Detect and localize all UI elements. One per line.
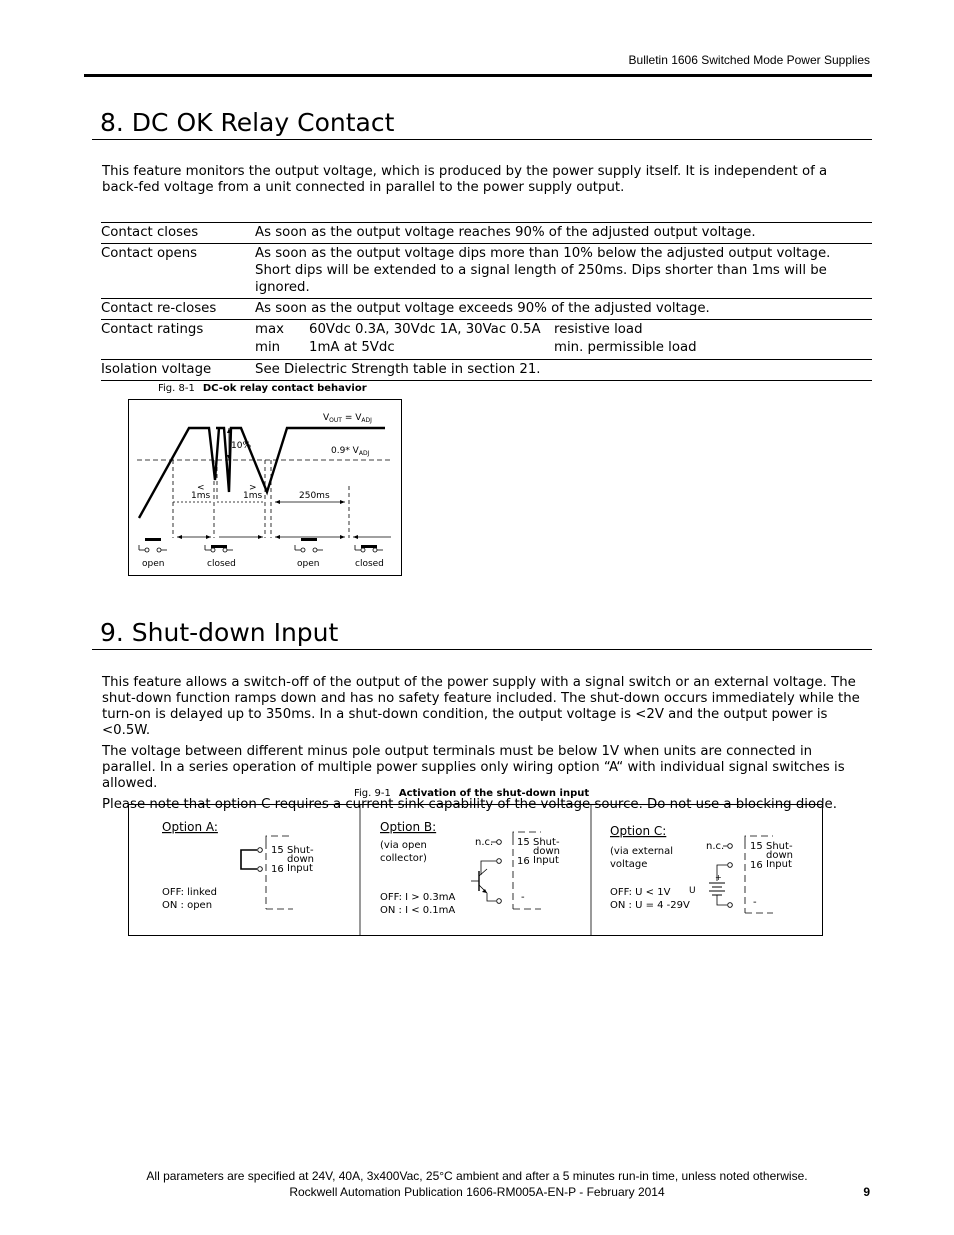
section-9-paragraph: Please note that option C requires a current sink capability of the voltage source. Do not use a blocking diode. [102,797,837,812]
terminal-16-label: 16 [271,864,284,875]
ten-percent-label: 10% [231,441,252,451]
footer-note: All parameters are specified at 24V, 40A, 3x400Vac, 25°C ambient and after a 5 minutes run-in time, unless noted otherwise. [146,1169,808,1183]
wire [717,895,727,905]
state-label: open [297,559,320,569]
row-value-line: Short dips will be extended to a signal length of 250ms. Dips shorter than 1ms will be ignored. [255,263,827,295]
arrow-left [275,535,280,539]
terminal-icon [258,867,263,872]
terminal-icon [728,863,733,868]
input-label: Input [533,855,559,866]
shut-label: Shut- [766,841,793,852]
option-c-panel [610,824,793,913]
row-label: Contact re-closes [101,301,217,316]
option-c-off: OFF: U < 1V [610,887,671,898]
minus-label: - [521,892,525,903]
row-label: Contact closes [101,225,199,240]
link-wire [241,850,257,869]
arrow-left [177,535,182,539]
shut-label: Shut- [287,845,314,856]
terminal-icon [497,859,502,864]
u-label: U [689,886,696,896]
table-row [101,320,872,360]
state-label: closed [207,559,236,569]
section-8-intro-text: This feature monitors the output voltage, which is produced by the power supply itself. It is independent of a back-fed voltage from a unit connected in parallel to the power supply output. [102,164,828,195]
wire [479,869,487,876]
section-9-rule [92,649,872,650]
threshold-label: 0.9* $V_{ADJ}$ [331,446,370,457]
shut-label: Shut- [533,837,560,848]
250ms-label: 250ms [299,491,330,501]
arrow-right [340,500,345,504]
figure-title: Activation of the shut-down input [398,788,590,799]
terminal-16-label: 16 [517,856,530,867]
terminal-icon [728,903,733,908]
switch-closed-icon [205,545,233,552]
1ms-label: 1ms [243,491,263,501]
row-value-line: As soon as the output voltage dips more than 10% below the adjusted output voltage. [255,246,831,261]
rating-max-label: max [255,322,284,337]
terminal-15-label: 15 [750,841,763,852]
rating-min-note: min. permissible load [554,340,697,355]
option-a-title: Option A: [162,820,218,834]
figure-number: Fig. 8-1 [158,383,195,394]
emitter-arrow [482,889,487,893]
dc-ok-spec-table [101,222,872,381]
lt-label: < [197,483,205,493]
option-b-off: OFF: I > 0.3mA [380,892,456,903]
row-value: As soon as the output voltage reaches 90% of the adjusted output voltage. [255,225,756,240]
terminal-icon [497,899,502,904]
option-b-title: Option B: [380,820,437,834]
nc-label: n.c. [706,841,725,852]
row-label: Contact opens [101,246,198,261]
input-label: Input [287,863,313,874]
rating-min-line [255,339,872,357]
option-c-title: Option C: [610,824,667,838]
switch-open-icon [295,538,323,552]
option-b-subtitle: collector) [380,853,427,864]
table-row [101,360,872,381]
section-9-paragraph: This feature allows a switch-off of the output of the power supply with a signal switch or an external voltage. The shut-down function ramps down and has no safety feature included. The shut-down occurs immediately while the turn-on is delayed up to 350ms. In a shut-down condition, the output voltage is <2V and the output power is <0.5W. [102,675,860,738]
table-row [101,299,872,320]
rating-max-value: 60Vdc 0.3A, 30Vdc 1A, 30Vac 0.5A [309,322,541,337]
wire [487,893,496,901]
arrow-left [275,500,280,504]
table-row [101,244,872,299]
rating-max-line [255,321,872,339]
option-b-on: ON : I < 0.1mA [380,905,456,916]
section-9-title: 9. Shut-down Input [100,618,339,647]
down-label: down [287,854,314,865]
gt-label: > [249,483,257,493]
section-8-intro [102,164,862,201]
vout-label: $V_{OUT} = V_{ADJ}$ [323,413,372,424]
option-a-off: OFF: linked [162,887,217,898]
state-label: closed [355,559,384,569]
terminal-16-label: 16 [750,860,763,871]
arrow-right [258,535,263,539]
1ms-label: 1ms [191,491,211,501]
minus-label: - [753,897,757,908]
switch-closed-icon [355,545,383,552]
switch-open-icon [139,538,167,552]
section-9-paragraph: The voltage between different minus pole output terminals must be below 1V when units are connected in parallel. In a series operation of multiple power supplies only wiring option “A“ with individual signal switches is allowed. [102,744,845,791]
option-c-subtitle: (via external [610,846,674,857]
rating-max-note: resistive load [554,322,643,337]
terminal-icon [728,844,733,849]
page-header-title: Bulletin 1606 Switched Mode Power Supplies [628,53,870,67]
nc-label: n.c. [475,837,494,848]
section-8-rule [92,139,872,140]
input-label: Input [766,859,792,870]
arrow-left [353,535,358,539]
row-value: As soon as the output voltage exceeds 90% of the adjusted voltage. [255,301,710,316]
header-rule [84,74,872,77]
option-a-panel [162,820,314,911]
row-value: See Dielectric Strength table in section 21. [255,362,541,377]
figure-9-1-caption [354,788,589,799]
page-number: 9 [863,1185,870,1199]
row-value [255,244,872,299]
down-label: down [766,850,793,861]
terminal-15-label: 15 [271,845,284,856]
shutdown-options-diagram [128,804,823,936]
dc-ok-behavior-diagram [128,399,402,576]
terminal-icon [258,848,263,853]
figure-title: DC-ok relay contact behavior [202,383,367,394]
voltage-waveform [139,428,385,518]
arrow-right [340,535,345,539]
option-c-subtitle: voltage [610,859,648,870]
shutdown-options-svg [129,805,822,935]
relay-timing-svg [129,400,401,575]
terminal-15-label: 15 [517,837,530,848]
row-label: Isolation voltage [101,362,212,377]
plus-label: + [715,873,722,882]
row-label: Contact ratings [101,322,204,337]
option-b-subtitle: (via open [380,840,427,851]
down-label: down [533,846,560,857]
footer-publication: Rockwell Automation Publication 1606-RM005A-EN-P - February 2014 [289,1185,665,1199]
figure-8-1-caption [158,383,367,394]
terminal-bracket [266,836,293,842]
figure-number: Fig. 9-1 [354,788,391,799]
table-row [101,223,872,244]
option-b-panel [380,820,560,916]
rating-min-label: min [255,340,281,355]
collector-wire [481,861,496,875]
state-label: open [142,559,165,569]
option-c-on: ON : U = 4 -29V [610,900,690,911]
terminal-icon [497,840,502,845]
arrow-right [206,535,211,539]
section-8-title: 8. DC OK Relay Contact [100,108,395,137]
row-value [255,320,872,360]
rating-min-value: 1mA at 5Vdc [309,340,395,355]
option-a-on: ON : open [162,900,213,911]
